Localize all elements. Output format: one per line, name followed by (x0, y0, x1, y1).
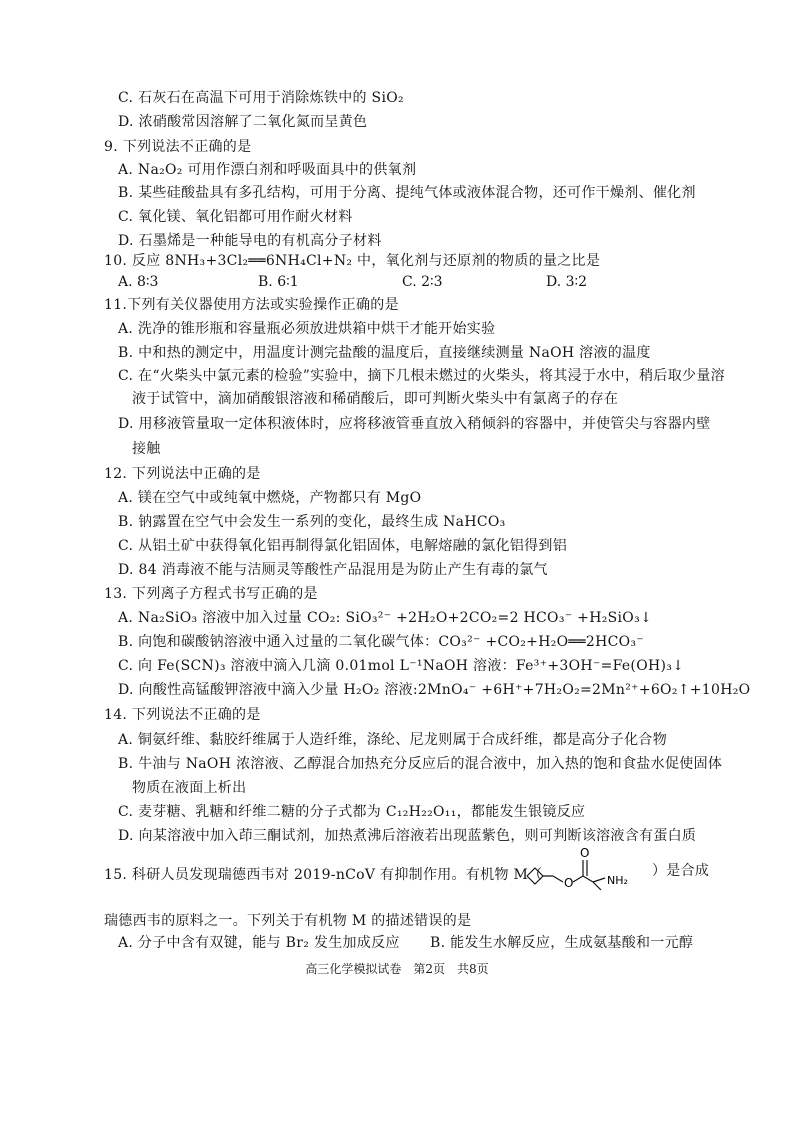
q9-option-b: B. 某些硅酸盐具有多孔结构，可用于分离、提纯气体或液体混合物，还可作干燥剂、催化剂 (118, 185, 696, 201)
bond-ch2-o (553, 876, 563, 882)
struct-label-o-carbonyl: O (580, 846, 590, 860)
q15-stem-part1: 15. 科研人员发现瑞德西韦对 2019-nCoV 有抑制作用。有机物 M（ (104, 867, 543, 883)
q13-option-b: B. 向饱和碳酸钠溶液中通入过量的二氧化碳气体：CO₃²⁻ +CO₂+H₂O══2HCO₃⁻ (118, 634, 644, 650)
q11-stem: 11.下列有关仪器使用方法或实验操作正确的是 (104, 297, 399, 313)
q9-option-d: D. 石墨烯是一种能导电的有机高分子材料 (118, 233, 382, 249)
bond-alpha-nh2 (593, 878, 605, 882)
q8-option-c: C. 石灰石在高温下可用于消除炼铁中的 SiO₂ (118, 90, 404, 106)
q15-stem-part2: ）是合成 (652, 863, 710, 879)
q12-option-c: C. 从铝土矿中获得氧化铝再制得氯化铝固体，电解熔融的氯化铝得到铝 (118, 538, 568, 554)
q8-option-d: D. 浓硝酸常因溶解了二氧化氮而呈黄色 (118, 114, 368, 130)
q9-option-a: A. Na₂O₂ 可用作漂白剂和呼吸面具中的供氧剂 (118, 162, 417, 178)
bond-ester (573, 876, 593, 882)
q13-option-c: C. 向 Fe(SCN)₃ 溶液中滴入几滴 0.01mol L⁻¹NaOH 溶液：Fe³⁺+3OH⁻=Fe(OH)₃↓ (118, 658, 685, 674)
molecule-m-structure (521, 846, 645, 906)
bond-carbonyl (583, 860, 587, 876)
q14-option-a: A. 铜氨纤维、黏胶纤维属于人造纤维，涤纶、尼龙则属于合成纤维，都是高分子化合物 (118, 732, 668, 748)
bond-chain-lower (527, 876, 543, 884)
q14-option-c: C. 麦芽糖、乳糖和纤维二糖的分子式都为 C₁₂H₂₂O₁₁，都能发生银镜反应 (118, 804, 586, 820)
q15-stem-cont: 瑞德西韦的原料之一。下列关于有机物 M 的描述错误的是 (104, 913, 472, 929)
q11-option-a: A. 洗净的锥形瓶和容量瓶必须放进烘箱中烘干才能开始实验 (118, 321, 496, 337)
q11-option-d: D. 用移液管量取一定体积液体时，应将移液管垂直放入稍倾斜的容器中，并使管尖与容器内壁 (118, 416, 711, 432)
q12-stem: 12. 下列说法中正确的是 (104, 466, 261, 482)
q10-option-c: C. 2∶3 (402, 274, 443, 290)
struct-label-nh2: NH₂ (607, 874, 628, 887)
q14-stem: 14. 下列说法不正确的是 (104, 707, 261, 723)
q10-option-a: A. 8∶3 (118, 274, 159, 290)
q10-stem: 10. 反应 8NH₃+3Cl₂══6NH₄Cl+N₂ 中，氧化剂与还原剂的物质的量之比是 (104, 253, 601, 269)
bond-alpha-methyl (593, 882, 601, 890)
q12-option-b: B. 钠露置在空气中会发生一系列的变化，最终生成 NaHCO₃ (118, 514, 506, 530)
q11-option-b: B. 中和热的测定中，用温度计测完盐酸的温度后，直接继续测量 NaOH 溶液的温度 (118, 345, 651, 361)
struct-label-o-ester: O (564, 876, 574, 890)
q15-option-b: B. 能发生水解反应，生成氨基酸和一元醇 (430, 935, 694, 951)
q14-option-d: D. 向某溶液中加入茚三酮试剂，加热煮沸后溶液若出现蓝紫色，则可判断该溶液含有蛋白质 (118, 828, 697, 844)
q13-option-a: A. Na₂SiO₃ 溶液中加入过量 CO₂: SiO₃²⁻ +2H₂O+2CO₂=2 HCO₃⁻ +H₂SiO₃↓ (118, 610, 653, 626)
q10-option-b: B. 6∶1 (258, 274, 299, 290)
q9-option-c: C. 氧化镁、氧化铝都可用作耐火材料 (118, 209, 353, 225)
q11-option-c-cont: 液于试管中，滴加硝酸银溶液和稀硝酸后，即可判断火柴头中有氯离子的存在 (132, 391, 619, 407)
q9-stem: 9. 下列说法不正确的是 (104, 139, 252, 155)
q11-option-c: C. 在“火柴头中氯元素的检验”实验中，摘下几根未燃过的火柴头，将其浸于水中，稍后取少量溶 (118, 368, 725, 384)
q12-option-d: D. 84 消毒液不能与洁厕灵等酸性产品混用是为防止产生有毒的氯气 (118, 562, 548, 578)
q10-option-d: D. 3∶2 (546, 274, 588, 290)
q14-option-b: B. 牛油与 NaOH 浓溶液、乙醇混合加热充分反应后的混合液中，加入热的饱和食盐水促使固体 (118, 756, 723, 772)
q12-option-a: A. 镁在空气中或纯氧中燃烧，产物都只有 MgO (118, 490, 422, 506)
bond-chain-upper (527, 868, 553, 876)
q13-stem: 13. 下列离子方程式书写正确的是 (104, 586, 318, 602)
q14-option-b-cont: 物质在液面上析出 (132, 780, 247, 796)
q11-option-d-cont: 接触 (132, 441, 161, 457)
q13-option-d: D. 向酸性高锰酸钾溶液中滴入少量 H₂O₂ 溶液:2MnO₄⁻ +6H⁺+7H₂O₂=2Mn²⁺+6O₂↑+10H₂O (118, 682, 751, 698)
page-footer: 高三化学模拟试卷 第2页 共8页 (305, 962, 489, 976)
q15-option-a: A. 分子中含有双键，能与 Br₂ 发生加成反应 (118, 935, 400, 951)
